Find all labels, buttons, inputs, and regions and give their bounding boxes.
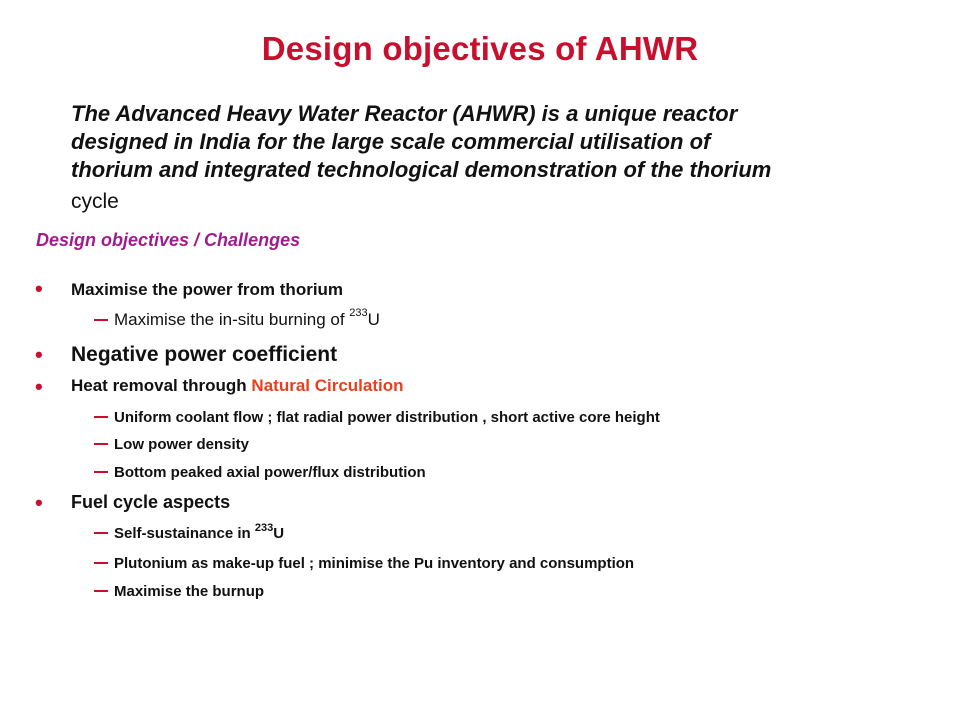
bullet-text: Negative power coefficient <box>71 343 338 366</box>
intro-paragraph <box>71 100 941 216</box>
dash-icon <box>94 416 108 418</box>
dash-icon <box>94 562 108 564</box>
sub-item-text: Bottom peaked axial power/flux distribution <box>114 464 426 481</box>
sub-item-text: Maximise the in-situ burning of $^{233}$U <box>114 307 380 329</box>
section-subheading: Design objectives / Challenges <box>36 230 301 250</box>
intro-line-3: thorium and integrated technological demonstration of the thorium <box>71 157 772 182</box>
bullet-icon: • <box>35 374 43 399</box>
accent-text: Natural Circulation <box>251 376 404 395</box>
dash-icon <box>94 471 108 473</box>
bullet-text: Heat removal through Natural Circulation <box>71 376 404 395</box>
sub-item-text: Maximise the burnup <box>114 583 265 600</box>
bullet-text: Fuel cycle aspects <box>71 492 231 512</box>
dash-icon <box>94 319 108 321</box>
intro-line-1: The Advanced Heavy Water Reactor (AHWR) is a unique reactor <box>71 101 738 126</box>
intro-line-4: cycle <box>71 190 119 213</box>
sub-item-text: Plutonium as make-up fuel ; minimise the Pu inventory and consumption <box>114 555 635 572</box>
sub-item-text: Self-sustainance in $^{233}$U <box>114 522 285 542</box>
sub-item-text: Low power density <box>114 436 250 453</box>
dash-icon <box>94 532 108 534</box>
dash-icon <box>94 443 108 445</box>
bullet-icon: • <box>35 490 43 515</box>
dash-icon <box>94 590 108 592</box>
slide-title: Design objectives of AHWR <box>261 30 699 67</box>
bullet-icon: • <box>35 342 43 367</box>
sub-item-text: Uniform coolant flow ; flat radial power distribution , short active core height <box>114 409 660 426</box>
intro-line-2: designed in India for the large scale commercial utilisation of <box>71 129 711 154</box>
bullet-icon: • <box>35 276 43 301</box>
bullet-text: Maximise the power from thorium <box>71 280 344 299</box>
